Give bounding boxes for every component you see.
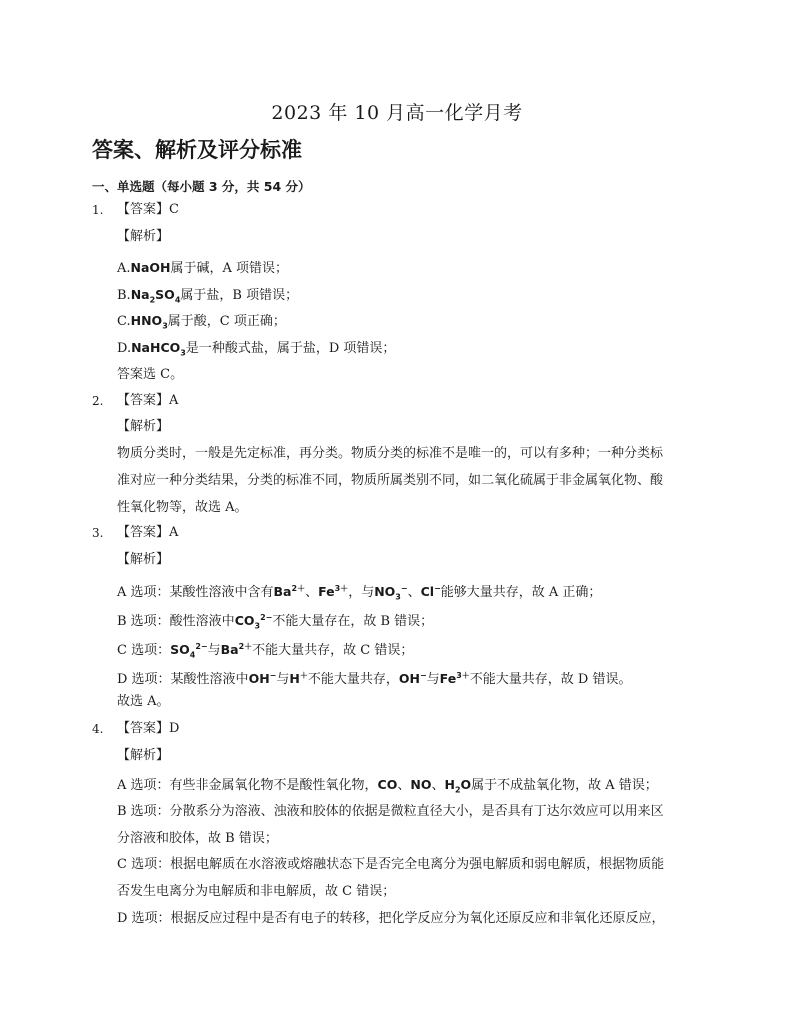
analysis-label: 【解析】 (117, 229, 170, 244)
chem-sup: 3＋ (334, 584, 349, 593)
chem-part: H (289, 671, 300, 687)
chem-sub: 2 (149, 295, 156, 305)
option-text: B 选项：酸性溶液中 (117, 614, 235, 630)
option-text: 属于酸，C 项正确； (167, 314, 286, 329)
option-prefix: C. (117, 314, 131, 329)
chem-part: Fe (318, 584, 335, 600)
question-number: 3. (92, 526, 104, 540)
option-text: 不能大量共存， (307, 672, 399, 688)
chem-part: OH (248, 671, 270, 687)
analysis-text: 物质分类时，一般是先定标准，再分类。物质分类的标准不是唯一的，可以有多种；一种分类标 (117, 446, 664, 461)
option-line (117, 638, 413, 665)
analysis-text: 性氧化物等，故选 A。 (117, 500, 248, 515)
analysis-label: 【解析】 (117, 552, 170, 567)
chem-sub: 3 (162, 321, 168, 331)
chem-formula (444, 777, 472, 795)
question-number: 1. (92, 203, 104, 217)
option-text: A 选项：有些非金属氧化物不是酸性氧化物， (117, 778, 378, 793)
option-line (117, 286, 298, 310)
chem-formula (131, 340, 186, 358)
ion-formula (249, 671, 277, 686)
answer-label: 【答案】D (117, 721, 180, 736)
chem-part: H (444, 777, 455, 792)
option-text: 属于不成盐氧化物，故 A 错误； (471, 778, 658, 793)
option-text: A 选项：某酸性溶液中含有 (117, 585, 274, 601)
ion-formula (374, 584, 408, 602)
question-number: 4. (92, 722, 104, 736)
conclusion-text: 答案选 C。 (117, 367, 184, 382)
analysis-text: 否发生电离分为电解质和非电解质，故 C 错误； (117, 884, 396, 899)
option-text: 、 (431, 778, 445, 793)
option-text: 是一种酸式盐，属于盐，D 项错误； (185, 341, 396, 356)
chem-sup: 3＋ (456, 671, 470, 680)
ion-formula (318, 584, 348, 599)
chem-sup: − (419, 671, 427, 680)
chem-formula (130, 287, 181, 305)
chem-formula (130, 313, 168, 331)
chem-part: HNO (130, 313, 163, 328)
conclusion-text: 故选 A。 (117, 694, 170, 709)
option-line (117, 339, 395, 363)
answer-label: 【答案】A (117, 393, 179, 408)
chem-part: O (460, 777, 472, 792)
chem-formula: NaOH (130, 260, 171, 275)
option-line (117, 580, 601, 607)
chem-part: NO (374, 584, 396, 600)
page-subtitle: 答案、解析及评分标准 (92, 138, 302, 162)
option-line (117, 667, 631, 689)
option-text: 属于盐，B 项错误； (180, 288, 299, 303)
option-text: D 选项：某酸性溶液中 (117, 672, 249, 688)
analysis-label: 【解析】 (117, 748, 170, 763)
section-heading: 一、单选题（每小题 3 分，共 54 分） (92, 179, 311, 194)
option-text: 与 (426, 672, 440, 688)
answer-label: 【答案】A (117, 525, 179, 540)
chem-sub: 3 (180, 348, 186, 358)
option-prefix: D. (117, 341, 132, 356)
page-title: 2023 年 10 月高一化学月考 (271, 102, 523, 124)
option-prefix: B. (117, 288, 131, 303)
ion-formula (170, 642, 208, 660)
option-text: 与 (276, 672, 290, 688)
option-text: 、 (407, 585, 421, 601)
analysis-label: 【解析】 (117, 419, 170, 434)
option-text: 不能大量存在，故 B 错误； (272, 614, 434, 630)
chem-sub: 3 (254, 621, 261, 631)
answer-label: 【答案】C (117, 202, 179, 217)
chem-part: Ba (273, 584, 292, 600)
chem-sup: 2＋ (238, 642, 253, 651)
analysis-text: B 选项：分散系分为溶液、浊液和胶体的依据是微粒直径大小，是否具有丁达尔效应可以用来区 (117, 804, 664, 819)
ion-formula (440, 671, 470, 686)
option-text: 不能大量共存，故 C 错误； (252, 643, 414, 659)
ion-formula (289, 671, 307, 686)
option-text: 属于碱，A 项错误； (170, 261, 289, 276)
option-text: 与 (207, 643, 221, 659)
chem-formula: CO (377, 777, 398, 792)
chem-sup: 2＋ (291, 584, 306, 593)
ion-formula (399, 671, 427, 686)
chem-part: Fe (439, 671, 457, 687)
option-text: 不能大量共存，故 D 错误。 (469, 672, 632, 688)
analysis-text: D 选项：根据反应过程中是否有电子的转移，把化学反应分为氧化还原反应和非氧化还原反应， (117, 911, 665, 926)
analysis-text: 准对应一种分类结果，分类的标准不同，物质所属类别不同，如二氧化硫属于非金属氧化物、酸 (117, 473, 664, 488)
option-text: C 选项： (117, 643, 171, 659)
ion-formula (421, 584, 441, 599)
chem-sub: 2 (454, 785, 461, 795)
chem-sub: 3 (395, 592, 401, 602)
analysis-text: C 选项：根据电解质在水溶液或熔融状态下是否完全电离分为强电解质和弱电解质，根据物质能 (117, 857, 665, 872)
option-line (117, 312, 286, 336)
option-line (117, 259, 288, 278)
ion-formula (221, 642, 253, 657)
ion-formula (234, 613, 273, 631)
chem-part: Na (130, 287, 150, 302)
chem-part: SO (170, 642, 190, 658)
chem-part: SO (155, 287, 175, 302)
chem-sup: ＋ (299, 671, 308, 680)
chem-part: NaHCO (131, 340, 181, 355)
option-text: 能够大量共存，故 A 正确； (440, 585, 602, 601)
analysis-text: 分溶液和胶体，故 B 错误； (117, 831, 278, 846)
question-number: 2. (92, 394, 104, 408)
chem-sup: − (400, 584, 408, 593)
chem-sup: − (269, 671, 277, 680)
chem-part: OH (398, 671, 420, 687)
option-text: 、 (397, 778, 411, 793)
chem-sub: 4 (189, 650, 196, 660)
chem-part: CO (234, 613, 255, 629)
chem-sub: 4 (174, 295, 181, 305)
chem-formula: NO (410, 777, 432, 792)
chem-sup: − (434, 584, 441, 593)
option-text: 、 (305, 585, 319, 601)
chem-part: Cl (420, 584, 435, 600)
chem-sup: 2− (195, 642, 208, 651)
option-prefix: A. (117, 261, 131, 276)
option-line (117, 609, 433, 636)
option-text: ，与 (348, 585, 375, 601)
chem-part: Ba (220, 642, 239, 658)
chem-sup: 2− (260, 613, 273, 622)
ion-formula (274, 584, 306, 599)
option-line (117, 776, 658, 800)
